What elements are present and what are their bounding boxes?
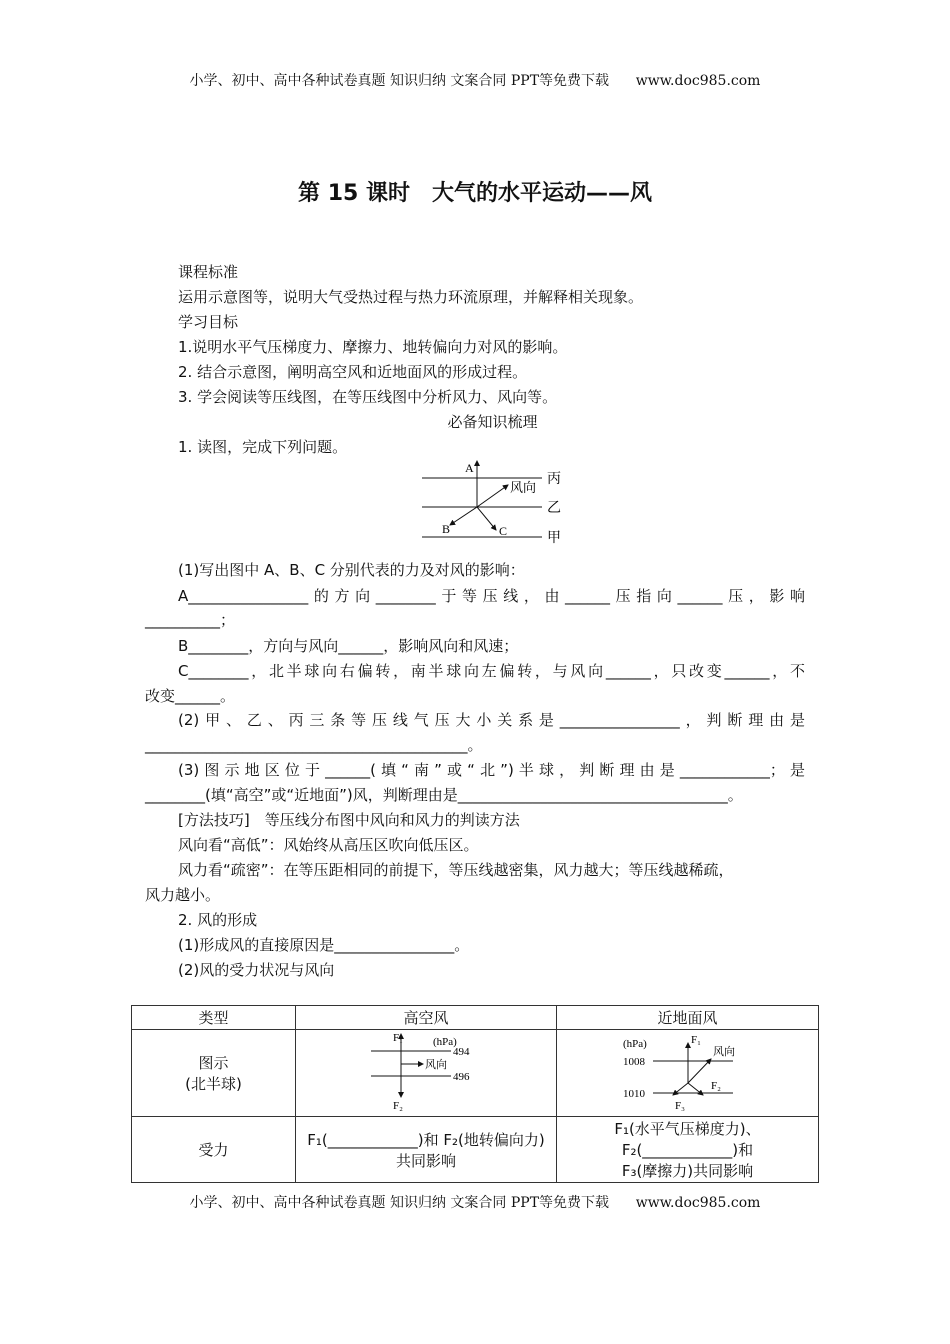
page-footer [0, 1192, 950, 1212]
table-cell [557, 1030, 819, 1117]
header-site: www.doc985.com [635, 73, 761, 89]
label-1008: 1008 [622, 1056, 645, 1068]
surface-wind-diagram [613, 1031, 763, 1111]
question-1-2: (2)甲、乙、丙三条等压线气压大小关系是________________，判断理由是 [178, 711, 805, 729]
row-sublabel: (北半球) [185, 1075, 242, 1093]
label-unit: (hPa) [433, 1036, 457, 1048]
cell-line: F₂(____________)和 [621, 1141, 754, 1159]
question-2: 2. 风的形成 [178, 911, 258, 929]
table-header: 高空风 [296, 1006, 557, 1030]
row-label: 受力 [132, 1117, 296, 1183]
label-yi: 乙 [547, 501, 561, 516]
text-line: __________； [145, 611, 236, 629]
wind-force-table [131, 1005, 819, 1183]
text-line: ___________________________________________。 [145, 736, 483, 754]
text-line: 风向看“高低”：风始终从高压区吹向低压区。 [178, 836, 479, 854]
text-line: 1.说明水平气压梯度力、摩擦力、地转偏向力对风的影响。 [178, 338, 568, 356]
text-line: C________，北半球向右偏转，南半球向左偏转，与风向______，只改变______，不 [178, 662, 805, 680]
label-494: 494 [453, 1046, 470, 1058]
label-f2: F₂ [393, 1100, 403, 1111]
table-header: 类型 [132, 1006, 296, 1030]
pressure-diagram [410, 455, 580, 550]
text-line: 风力看“疏密”：在等压距相同的前提下，等压线越密集，风力越大；等压线越稀疏， [178, 861, 734, 879]
table-cell: F₁(____________)和 F₂(地转偏向力)共同影响 [296, 1117, 557, 1183]
table-cell [296, 1030, 557, 1117]
method-tip: [方法技巧] 等压线分布图中风向和风力的判读方法 [178, 811, 520, 829]
question-1-1: (1)写出图中 A、B、C 分别代表的力及对风的影响： [178, 561, 525, 579]
label-wind: 风向 [712, 1046, 735, 1058]
text-line: (2)风的受力状况与风向 [178, 961, 335, 979]
section-label: 学习目标 [178, 313, 239, 331]
text-line: B________，方向与风向______，影响风向和风速； [178, 637, 519, 655]
text-line: 2. 结合示意图，阐明高空风和近地面风的形成过程。 [178, 363, 528, 381]
text-line: (1)形成风的直接原因是________________。 [178, 936, 470, 954]
text-line: 3. 学会阅读等压线图，在等压线图中分析风力、风向等。 [178, 388, 558, 406]
page-header [0, 70, 950, 90]
text-line: 运用示意图等，说明大气受热过程与热力环流原理，并解释相关现象。 [178, 288, 644, 306]
question-1-3: (3)图示地区位于______(填“南”或“北”)半球，判断理由是____________；是 [178, 761, 805, 779]
text-line: ________(填“高空”或“近地面”)风，判断理由是____________________________________。 [145, 786, 743, 804]
text-line: A________________的方向________于等压线，由______压指向______压，影响 [178, 587, 805, 605]
table-header: 近地面风 [557, 1006, 819, 1030]
label-f1: F₁ [690, 1034, 701, 1046]
label-wind: 风向 [510, 480, 537, 495]
label-f3: F₃ [674, 1100, 685, 1111]
text-line: 改变______。 [145, 687, 236, 705]
section-label: 课程标准 [178, 263, 239, 281]
label-unit: (hPa) [622, 1038, 647, 1050]
label-jia: 甲 [547, 531, 561, 546]
table-cell [557, 1117, 819, 1183]
upper-wind-diagram [351, 1031, 501, 1111]
label-1010: 1010 [622, 1088, 645, 1100]
question-1: 1. 读图，完成下列问题。 [178, 438, 348, 456]
row-label: 图示 [198, 1054, 229, 1072]
label-wind: 风向 [425, 1059, 447, 1071]
table-cell [132, 1030, 296, 1117]
cell-line: F₃(摩擦力)共同影响 [621, 1162, 754, 1180]
label-b: B [442, 522, 451, 536]
header-text: 小学、初中、高中各种试卷真题 知识归纳 文案合同 PPT等免费下载 [189, 73, 610, 89]
label-f2: F₂ [710, 1080, 721, 1092]
cell-line: F₁(水平气压梯度力)、 [614, 1120, 761, 1138]
label-f1: F₁ [393, 1032, 403, 1044]
label-a: A [465, 461, 474, 475]
footer-text: 小学、初中、高中各种试卷真题 知识归纳 文案合同 PPT等免费下载 [189, 1195, 610, 1211]
footer-site: www.doc985.com [635, 1195, 761, 1211]
text-line: 风力越小。 [145, 886, 221, 904]
label-496: 496 [453, 1071, 470, 1083]
page-title: 第 15 课时 大气的水平运动——风 [298, 181, 652, 206]
section-heading: 必备知识梳理 [447, 413, 538, 431]
label-bing: 丙 [547, 472, 561, 487]
label-c: C [499, 524, 508, 538]
